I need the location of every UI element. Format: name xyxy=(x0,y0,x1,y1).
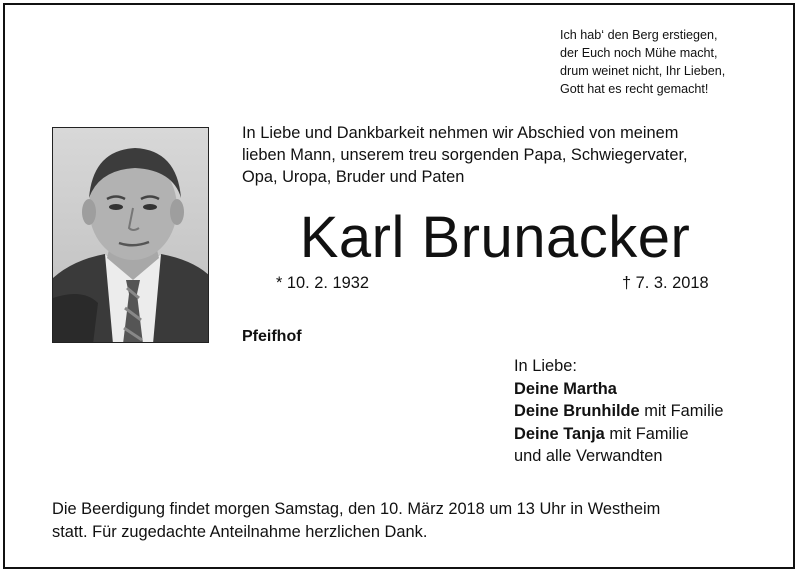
funeral-line: statt. Für zugedachte Anteilnahme herzlichen Dank. xyxy=(52,523,428,541)
poem-line: Ich hab‘ den Berg erstiegen, xyxy=(560,28,718,42)
mourner-name: Deine Brunhilde xyxy=(514,402,640,420)
mourner-entry xyxy=(514,400,723,423)
mourner-name: Deine Martha xyxy=(514,379,617,398)
intro-line: Opa, Uropa, Bruder und Paten xyxy=(242,168,465,186)
mourners-closing: und alle Verwandten xyxy=(514,447,663,465)
residence: Pfeifhof xyxy=(242,328,302,345)
death-date: † 7. 3. 2018 xyxy=(622,274,709,292)
mourner-suffix: mit Familie xyxy=(639,402,724,420)
portrait-image xyxy=(53,128,209,343)
poem-line: Gott hat es recht gemacht! xyxy=(560,82,709,96)
mourner-entry xyxy=(514,423,723,446)
poem-line: drum weinet nicht, Ihr Lieben, xyxy=(560,64,726,78)
portrait-photo xyxy=(52,127,209,343)
funeral-line: Die Beerdigung findet morgen Samstag, den 10. März 2018 um 13 Uhr in Westheim xyxy=(52,500,661,518)
poem-line: der Euch noch Mühe macht, xyxy=(560,46,718,60)
mourner-name: Deine Tanja xyxy=(514,424,605,443)
poem xyxy=(560,26,790,98)
mourner-suffix: mit Familie xyxy=(604,424,689,443)
mourners-heading: In Liebe: xyxy=(514,357,577,375)
deceased-name: Karl Brunacker xyxy=(299,205,691,270)
intro-line: In Liebe und Dankbarkeit nehmen wir Abschied von meinem xyxy=(242,124,679,142)
intro-text xyxy=(242,122,762,188)
mourner-entry xyxy=(514,378,723,401)
birth-date: * 10. 2. 1932 xyxy=(276,274,369,292)
funeral-notice xyxy=(52,498,752,544)
mourners-list xyxy=(514,355,723,468)
intro-line: lieben Mann, unserem treu sorgenden Papa, Schwiegervater, xyxy=(242,146,688,164)
